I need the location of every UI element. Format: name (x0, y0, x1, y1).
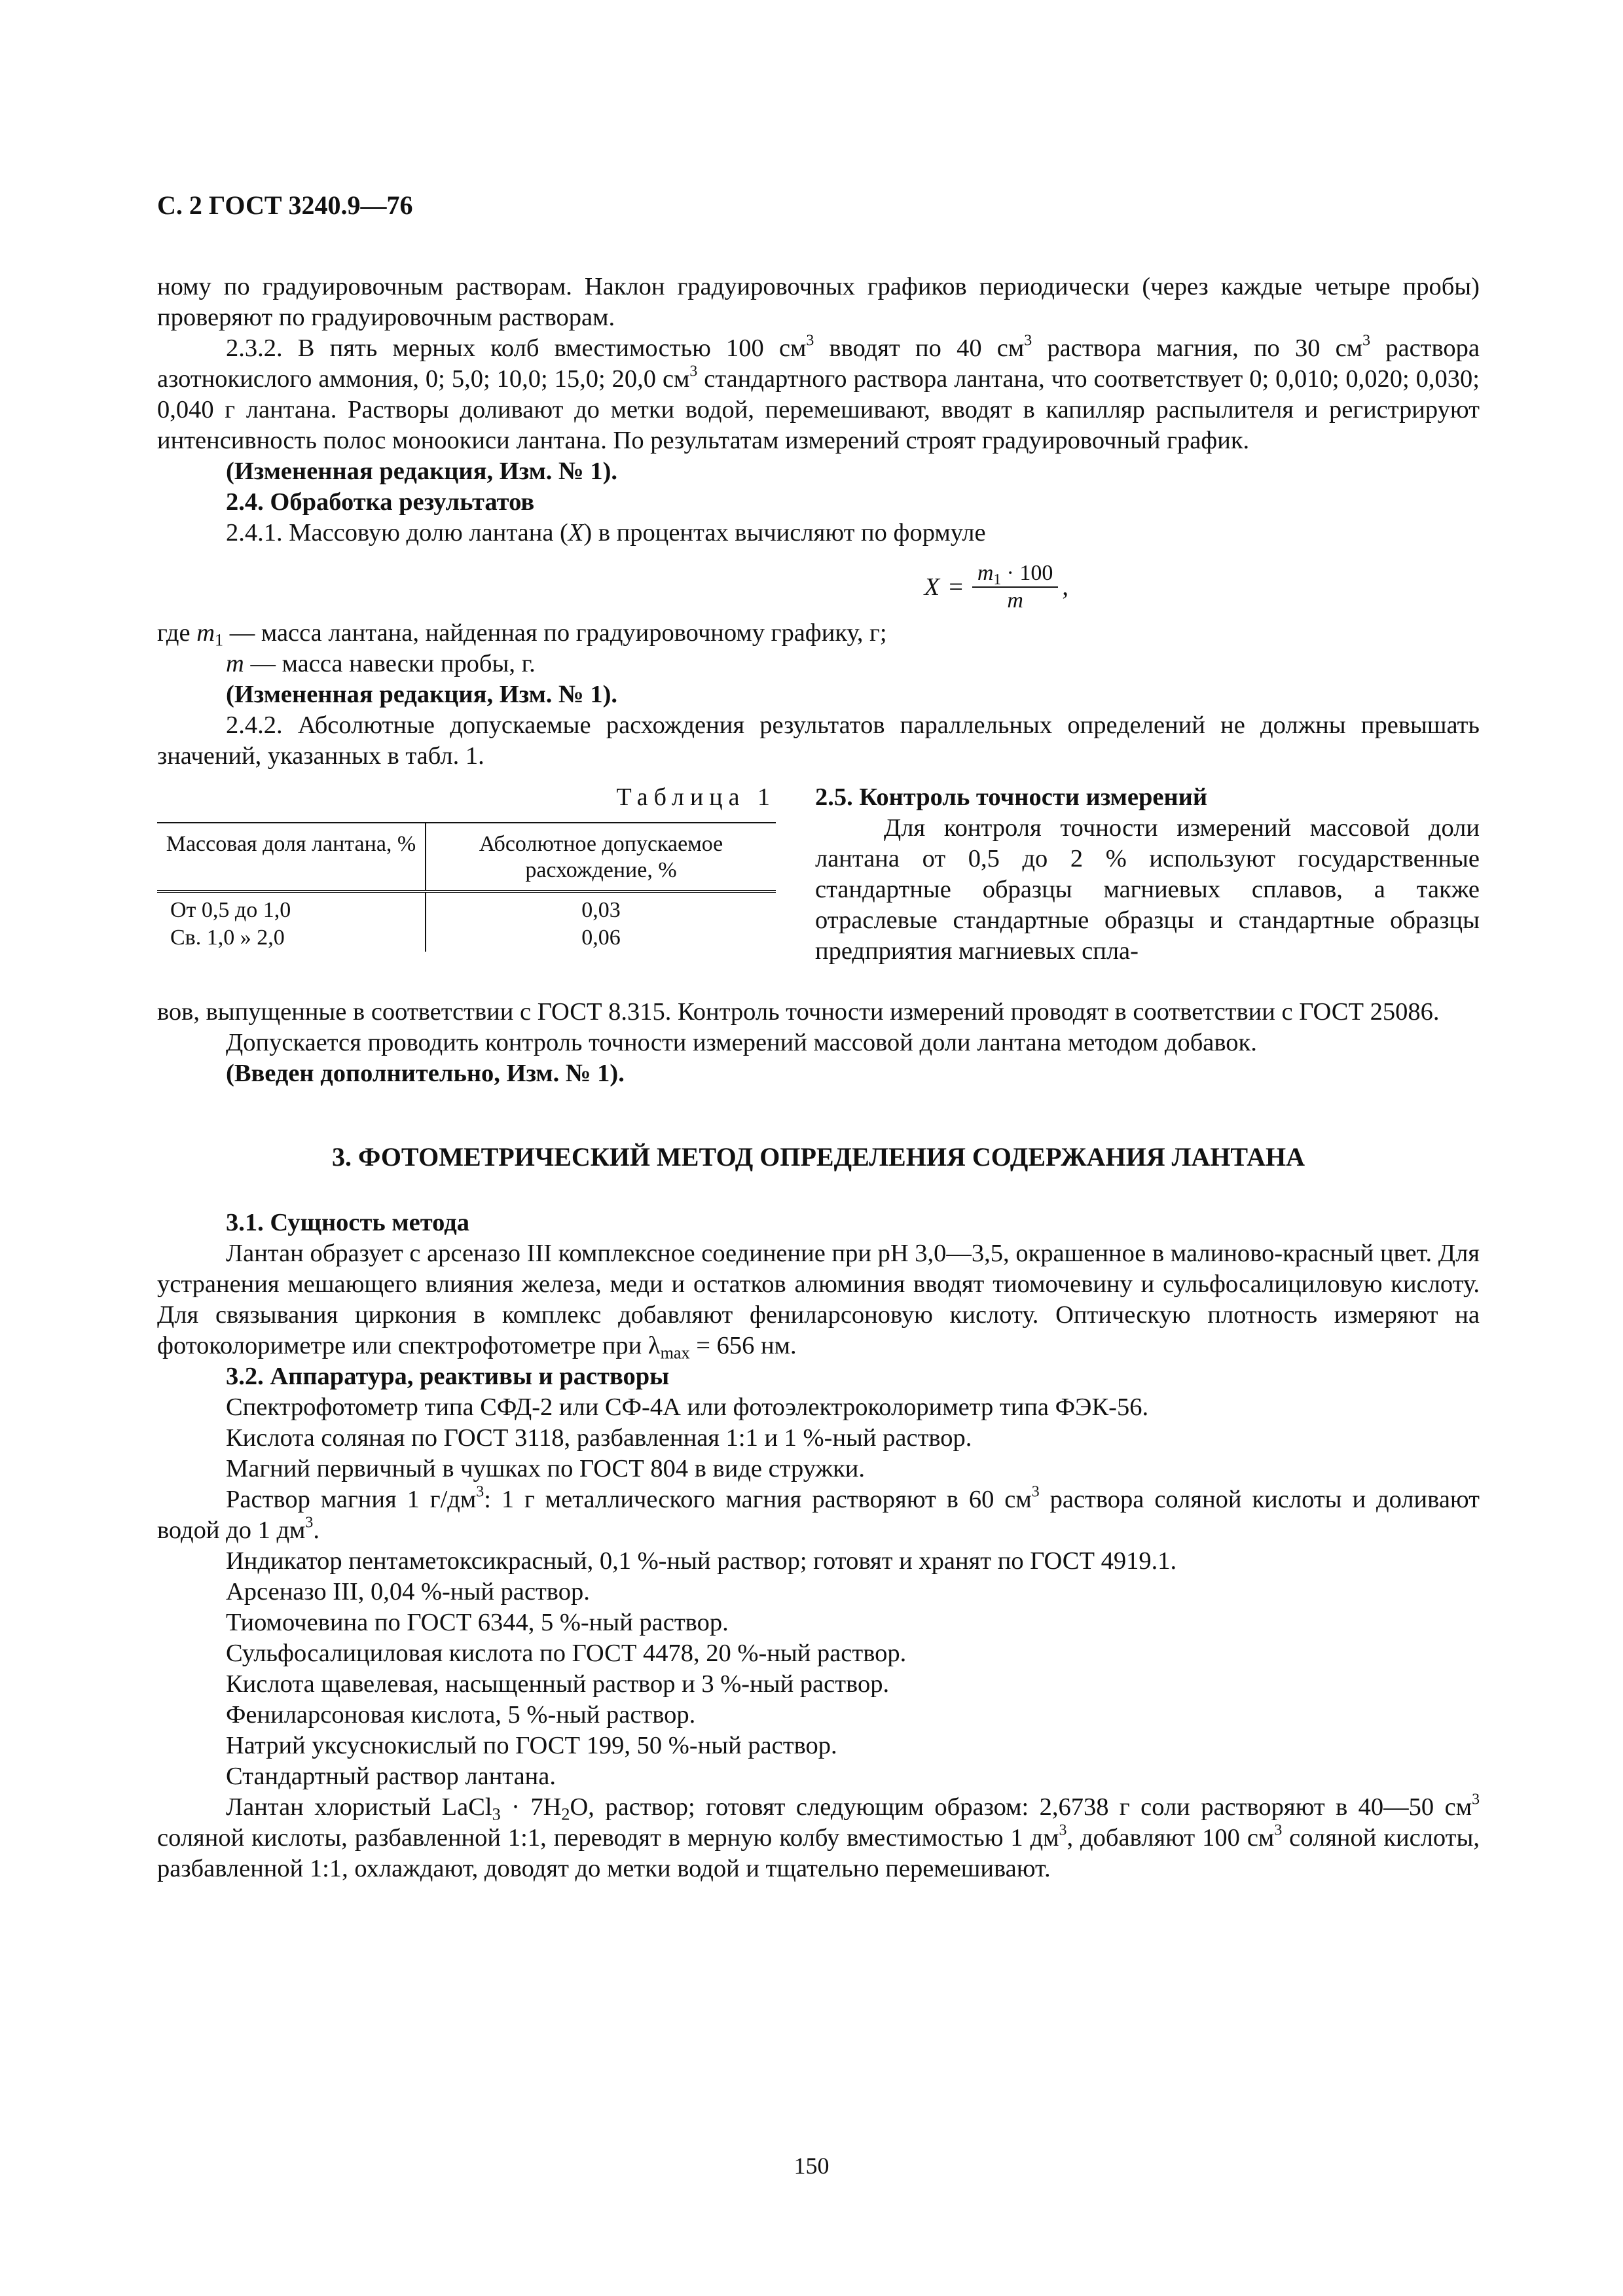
heading-2-4: 2.4. Обработка результатов (226, 488, 535, 516)
paragraph-2-5-additions: Допускается проводить контроль точности измерений массовой доли лантана методом добавок. (226, 1029, 1257, 1056)
added-note: (Введен дополнительно, Изм. № 1). (226, 1060, 625, 1087)
list-item: Сульфосалициловая кислота по ГОСТ 4478, 20 %-ный раствор. (226, 1640, 907, 1667)
table-header-mass-fraction: Массовая доля лантана, % (157, 823, 426, 891)
list-item-lanthanum-chloride: Лантан хлористый LaCl$_3$ · $7H_2O$, раствор; готовят следующим образом: 2,6738 г соли растворяют в 40—50 $см^3$ соляной кислоты, разбавленной 1:1, переводят в мерную колбу вместимостью 1 $дм^3$, добавляют 100 $см^3$ соляной кислоты, разбавленной 1:1, охлаждают, доводят до метки водой и тщательно перемешивают. (157, 1791, 1480, 1882)
page-header: С. 2 ГОСТ 3240.9—76 (157, 190, 413, 220)
formula-where-2: m — масса навески пробы, г. (226, 650, 536, 677)
formula: X = $\frac{m_1 \cdot 100}{m}$ , (924, 561, 1068, 613)
list-item: Магний первичный в чушках по ГОСТ 804 в виде стружки. (226, 1455, 866, 1482)
section-2-5-column (815, 782, 1480, 967)
paragraph-2-5: Для контроля точности измерений массовой доли лантана от 0,5 до 2 % используют государственные стандартные образцы магниевых сплавов, а также отраслевые стандартные образцы и стандартные образцы предприятия магниевых спла- (815, 814, 1480, 965)
paragraph-continuation: ному по градуировочным растворам. Наклон градуировочных графиков периодически (через каждые четыре пробы) проверяют по градуировочным растворам. (157, 273, 1480, 331)
paragraph-2-3-2: 2.3.2. В пять мерных колб вместимостью 100 $см^3$ вводят по 40 $см^3$ раствора магния, по 30 $см^3$ раствора азотнокислого аммония, 0; 5,0; 10,0; 15,0; 20,0 $см^3$ стандартного раствора лантана, что соответствует 0; 0,010; 0,020; 0,030; 0,040 г лантана. Растворы доливают до метки водой, перемешивают, вводят в капилляр распылителя и регистрируют интенсивность полос моноокиси лантана. По результатам измерений строят градуировочный график. (157, 332, 1480, 454)
paragraph-2-4-1: 2.4.1. Массовую долю лантана (X) в процентах вычисляют по формуле (226, 519, 986, 547)
table-and-text-block (157, 782, 1480, 997)
heading-3-2: 3.2. Аппаратура, реактивы и растворы (226, 1363, 670, 1390)
paragraph-2-5-continuation: вов, выпущенные в соответствии с ГОСТ 8.315. Контроль точности измерений проводят в соответствии с ГОСТ 25086. (157, 998, 1440, 1026)
list-item: Стандартный раствор лантана. (226, 1763, 556, 1790)
page-number: 150 (793, 2153, 830, 2179)
tolerance-table (157, 822, 776, 952)
list-item: Тиомочевина по ГОСТ 6344, 5 %-ный раствор. (226, 1609, 729, 1636)
list-item: Индикатор пентаметоксикрасный, 0,1 %-ный раствор; готовят и хранят по ГОСТ 4919.1. (226, 1547, 1177, 1575)
paragraph-3-1: Лантан образует с арсеназо III комплексное соединение при рН 3,0—3,5, окрашенное в малиново-красный цвет. Для устранения мешающего влияния железа, меди и остатков алюминия вводят тиомочевину и сульфосалициловую кислоту. Для связывания циркония в комплекс добавляют фениларсоновую кислоту. Оптическую плотность измеряют на фотоколориметре или спектрофотометре при $\lambda_{max} = 656$ нм. (157, 1240, 1480, 1363)
table-1 (157, 782, 776, 952)
document-page (157, 190, 1480, 1884)
section-3-title: 3. ФОТОМЕТРИЧЕСКИЙ МЕТОД ОПРЕДЕЛЕНИЯ СОДЕРЖАНИЯ ЛАНТАНА (331, 1142, 1305, 1172)
edit-note-2: (Измененная редакция, Изм. № 1). (226, 681, 618, 708)
paragraph-2-4-2: 2.4.2. Абсолютные допускаемые расхождения результатов параллельных определений не должны превышать значений, указанных в табл. 1. (157, 711, 1480, 770)
table-row: Св. 1,0 » 2,0 0,06 (157, 924, 776, 952)
list-item: Арсеназо III, 0,04 %-ный раствор. (226, 1578, 590, 1605)
formula-where-1: где $m_1$ — масса лантана, найденная по градуировочному графику, г; (157, 619, 887, 650)
list-item: Кислота соляная по ГОСТ 3118, разбавленная 1:1 и 1 %-ный раствор. (226, 1424, 972, 1452)
list-item: Спектрофотометр типа СФД-2 или СФ-4А или фотоэлектроколориметр типа ФЭК-56. (226, 1393, 1149, 1421)
heading-3-1: 3.1. Сущность метода (226, 1209, 469, 1236)
list-item: Фениларсоновая кислота, 5 %-ный раствор. (226, 1701, 696, 1729)
list-item: Натрий уксуснокислый по ГОСТ 199, 50 %-ный раствор. (226, 1732, 837, 1759)
heading-2-5: 2.5. Контроль точности измерений (815, 783, 1208, 811)
edit-note: (Измененная редакция, Изм. № 1). (226, 457, 618, 485)
list-item-magnesium-solution: Раствор магния 1 $г/дм^3$: 1 г металлического магния растворяют в 60 $см^3$ раствора соляной кислоты и доливают водой до 1 $дм^3$. (157, 1483, 1480, 1544)
table-row: От 0,5 до 1,0 0,03 (157, 891, 776, 924)
table-caption: Таблица 1 (616, 783, 776, 811)
formula-fraction: $\frac{m_1 \cdot 100}{m}$ (972, 560, 1058, 614)
list-item: Кислота щавелевая, насыщенный раствор и 3 %-ный раствор. (226, 1670, 890, 1698)
table-header-tolerance: Абсолютное допускаемое расхождение, % (426, 823, 776, 891)
